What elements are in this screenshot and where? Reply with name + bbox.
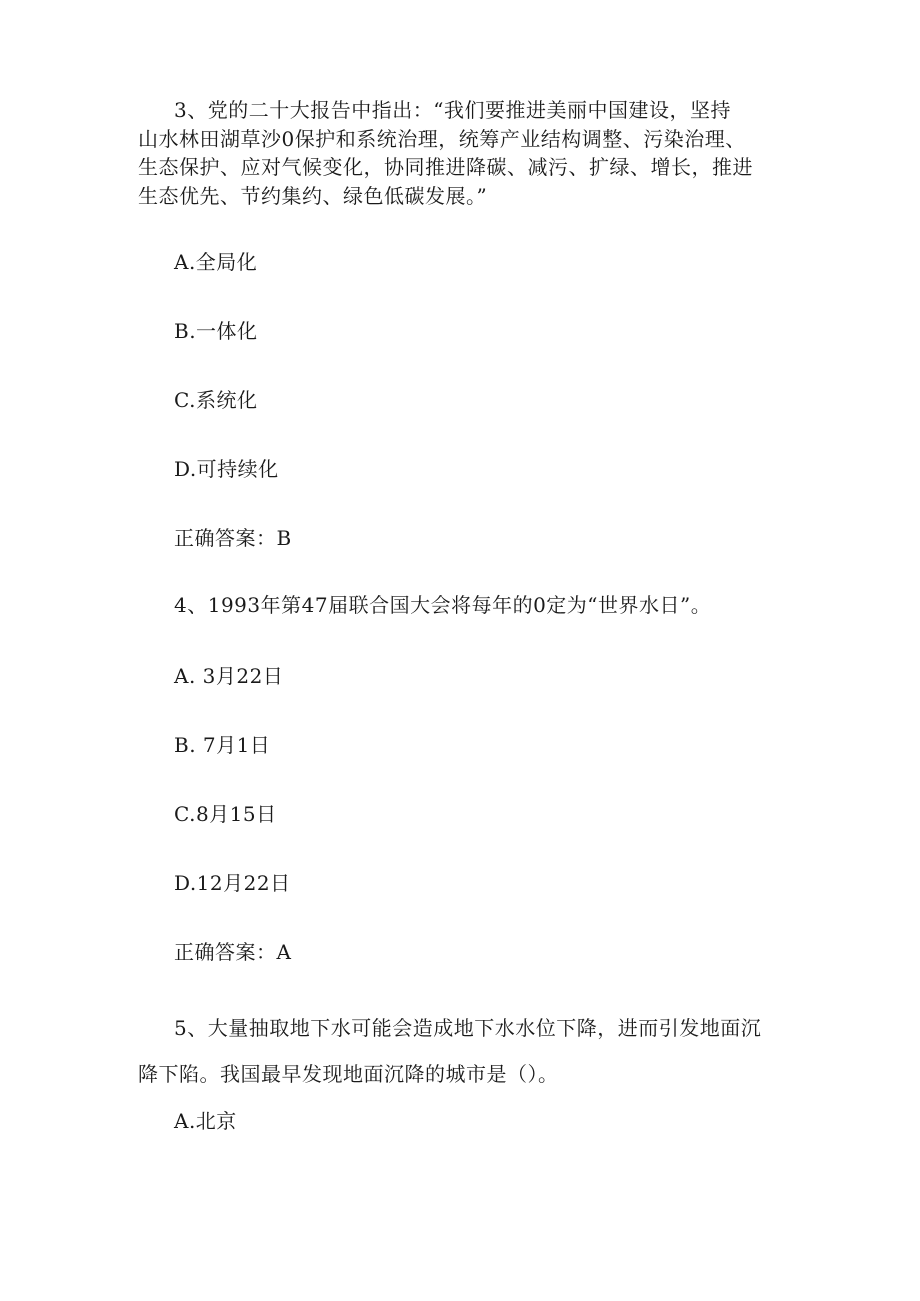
question-3-answer: 正确答案：B (174, 526, 292, 550)
question-3-option-a: A.全局化 (174, 250, 258, 274)
question-3-stem-line: 生态优先、节约集约、绿色低碳发展。” (138, 183, 488, 208)
question-4-stem-line: 4、1993年第47届联合国大会将每年的0定为“世界水日”。 (174, 593, 712, 617)
question-4-option-a: A. 3月22日 (174, 664, 284, 688)
question-3-stem-line: 3、党的二十大报告中指出：“我们要推进美丽中国建设，坚持 (174, 98, 731, 122)
question-3-stem (138, 96, 788, 210)
question-3-option-b: B.一体化 (174, 319, 258, 343)
question-5-stem-line: 降下陷。我国最早发现地面沉降的城市是（）。 (138, 1062, 559, 1086)
question-4-stem (138, 591, 788, 619)
question-3-stem-line: 山水林田湖草沙0保护和系统治理，统筹产业结构调整、污染治理、 (138, 126, 746, 151)
question-3-stem-line: 生态保护、应对气候变化，协同推进降碳、减污、扩绿、增长，推进 (138, 155, 753, 179)
question-5-option-a: A.北京 (174, 1109, 237, 1133)
question-4-answer: 正确答案：A (174, 940, 292, 964)
question-4-option-d: D.12月22日 (174, 871, 291, 895)
question-4-option-b: B. 7月1日 (174, 733, 271, 757)
question-3-option-c: C.系统化 (174, 388, 258, 412)
question-3-option-d: D.可持续化 (174, 457, 279, 481)
question-5-stem-line: 5、大量抽取地下水可能会造成地下水水位下降，进而引发地面沉 (174, 1016, 762, 1040)
question-5-stem (138, 1005, 788, 1097)
question-4-option-c: C.8月15日 (174, 802, 277, 826)
